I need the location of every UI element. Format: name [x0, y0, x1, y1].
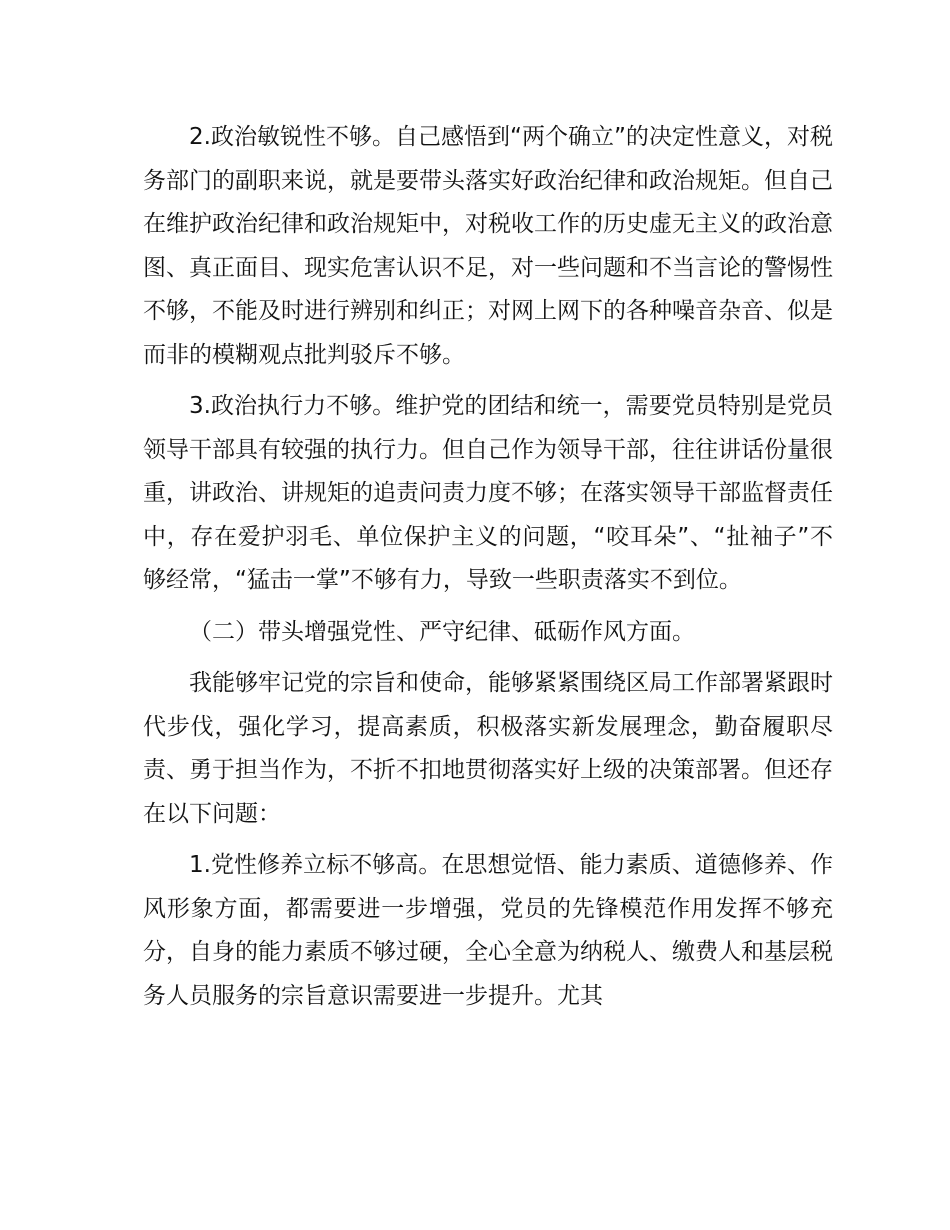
paragraph-political-execution: 3.政治执行力不够。维护党的团结和统一，需要党员特别是党员领导干部具有较强的执行力。但自己作为领导干部，往往讲话份量很重，讲政治、讲规矩的追责问责力度不够；在落实领导干部监督责任中，存在爱护羽毛、单位保护主义的问题，“咬耳朵”、“扯袖子”不够经常，“猛击一掌”不够有力，导致一些职责落实不到位。 [143, 393, 833, 593]
section-heading-party-spirit: （二）带头增强党性、严守纪律、砥砺作风方面。 [189, 618, 695, 645]
paragraph-party-mission: 我能够牢记党的宗旨和使命，能够紧紧围绕区局工作部署紧跟时代步伐，强化学习，提高素质，积极落实新发展理念，勤奋履职尽责、勇于担当作为，不折不扣地贯彻落实好上级的决策部署。但还存在以下问题： [143, 670, 833, 827]
paragraph-party-cultivation: 1.党性修养立标不够高。在思想觉悟、能力素质、道德修养、作风形象方面，都需要进一步增强，党员的先锋模范作用发挥不够充分，自身的能力素质不够过硬，全心全意为纳税人、缴费人和基层税务人员服务的宗旨意识需要进一步提升。尤其 [143, 852, 833, 1009]
document-body [143, 116, 833, 1026]
paragraph-political-sensitivity: 2.政治敏锐性不够。自己感悟到“两个确立”的决定性意义，对税务部门的副职来说，就是要带头落实好政治纪律和政治规矩。但自己在维护政治纪律和政治规矩中，对税收工作的历史虚无主义的政治意图、真正面目、现实危害认识不足，对一些问题和不当言论的警惕性不够，不能及时进行辨别和纠正；对网上网下的各种噪音杂音、似是而非的模糊观点批判驳斥不够。 [143, 124, 833, 368]
